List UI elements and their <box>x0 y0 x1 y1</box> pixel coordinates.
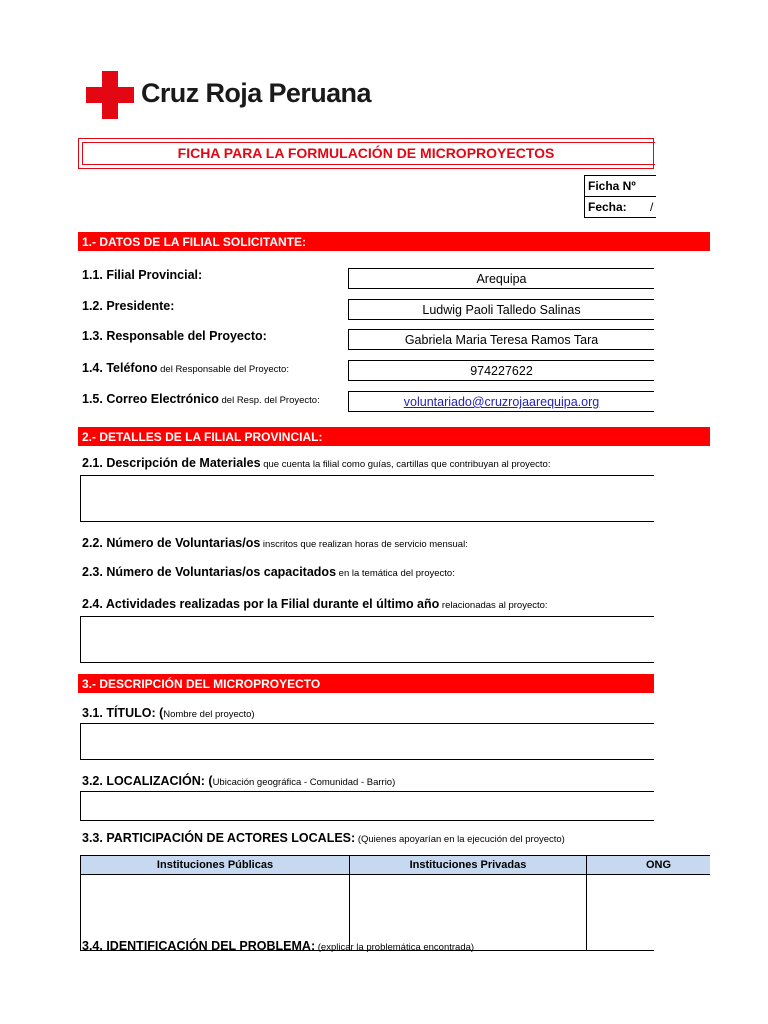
brand-name: Cruz Roja Peruana <box>141 78 371 108</box>
titulo-field[interactable] <box>80 723 654 760</box>
label-localizacion: 3.2. LOCALIZACIÓN: (Ubicación geográfica - Comunidad - Barrio) <box>82 774 396 788</box>
ficha-label: Ficha Nº <box>588 179 636 193</box>
label-voluntarios-capacitados: 2.3. Número de Voluntarias/os capacitados en la temática del proyecto: <box>82 565 455 579</box>
label-numero-voluntarios: 2.2. Número de Voluntarias/os inscritos que realizan horas de servicio mensual: <box>82 536 468 550</box>
localizacion-field[interactable] <box>80 791 654 821</box>
section-2-header: 2.- DETALLES DE LA FILIAL PROVINCIAL: <box>78 427 710 446</box>
red-cross-icon <box>86 71 134 119</box>
fecha-label: Fecha: <box>588 200 627 214</box>
label-identificacion-problema: 3.4. IDENTIFICACIÓN DEL PROBLEMA: (explicar la problemática encontrada) <box>82 939 475 953</box>
label-titulo: 3.1. TÍTULO: (Nombre del proyecto) <box>82 706 255 720</box>
filial-provincial-value[interactable]: Arequipa <box>348 268 654 289</box>
table-header-publicas: Instituciones Públicas <box>80 855 350 875</box>
section-1-header: 1.- DATOS DE LA FILIAL SOLICITANTE: <box>78 232 710 251</box>
section-3-header: 3.- DESCRIPCIÓN DEL MICROPROYECTO <box>78 674 654 693</box>
presidente-value[interactable]: Ludwig Paoli Talledo Salinas <box>348 299 654 320</box>
form-title: FICHA PARA LA FORMULACIÓN DE MICROPROYECTOS <box>177 145 555 161</box>
label-presidente: 1.2. Presidente: <box>82 299 175 313</box>
correo-value[interactable]: voluntariado@cruzrojaarequipa.org <box>348 391 654 412</box>
cruz-roja-logo <box>86 71 371 121</box>
label-actividades: 2.4. Actividades realizadas por la Filial durante el último año relacionadas al proyecto: <box>82 597 548 611</box>
table-header-privadas: Instituciones Privadas <box>349 855 587 875</box>
table-header-ong: ONG <box>586 855 710 875</box>
ficha-number-field[interactable] <box>584 175 656 197</box>
label-responsable: 1.3. Responsable del Proyecto: <box>82 329 267 343</box>
table-cell-ong[interactable] <box>586 875 654 951</box>
label-telefono: 1.4. Teléfono del Responsable del Proyecto: <box>82 361 289 375</box>
label-participacion: 3.3. PARTICIPACIÓN DE ACTORES LOCALES: (Quienes apoyarían en la ejecución del proyecto) <box>82 831 565 845</box>
actividades-field[interactable] <box>80 616 654 663</box>
form-title-box <box>78 138 654 169</box>
descripcion-materiales-field[interactable] <box>80 475 654 522</box>
fecha-slash: / <box>650 200 654 214</box>
label-filial-provincial: 1.1. Filial Provincial: <box>82 268 203 282</box>
label-correo: 1.5. Correo Electrónico del Resp. del Proyecto: <box>82 392 320 406</box>
fecha-field[interactable] <box>584 196 656 218</box>
label-descripcion-materiales: 2.1. Descripción de Materiales que cuenta la filial como guías, cartillas que contribuyan al proyecto: <box>82 456 551 470</box>
responsable-value[interactable]: Gabriela Maria Teresa Ramos Tara <box>348 329 654 350</box>
telefono-value[interactable]: 974227622 <box>348 360 654 381</box>
